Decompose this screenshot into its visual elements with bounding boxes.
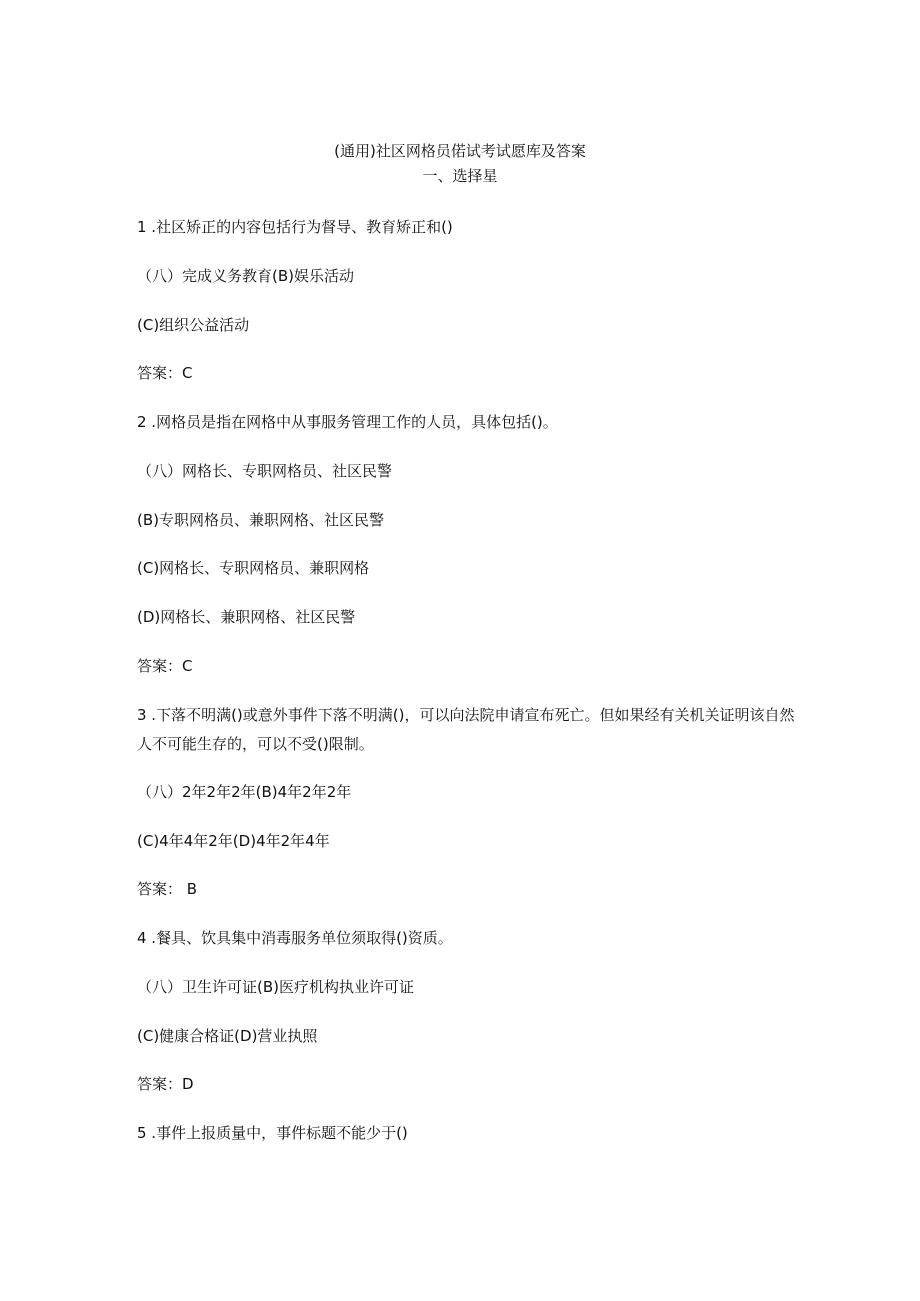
question-2-option-a: （八）网格长、专职网格员、社区民警 <box>137 462 393 480</box>
question-4-answer: 答案：D <box>137 1075 194 1093</box>
question-2-option-d: (D)网格长、兼职网格、社区民警 <box>137 608 356 626</box>
question-4-options-a-b: （八）卫生许可证(B)医疗机构执业许可证 <box>137 978 414 996</box>
question-3-text: 3 .下落不明满()或意外事件下落不明满()，可以向法院申请宣布死亡。但如果经有关机关证明该自然 <box>137 706 795 724</box>
question-3-text-continued: 人不可能生存的，可以不受()限制。 <box>137 735 374 753</box>
document-title: (通用)社区网格员偌试考试愿库及答案 <box>334 142 586 160</box>
question-2-option-c: (C)网格长、专职网格员、兼职网格 <box>137 559 370 577</box>
question-1-option-c: (C)组织公益活动 <box>137 316 250 334</box>
question-3-answer: 答案： B <box>137 880 198 898</box>
question-1-options-a-b: （八）完成义务教育(B)娱乐活动 <box>137 267 354 285</box>
question-4-text: 4 .餐具、饮具集中消毒服务单位须取得()资质。 <box>137 929 453 947</box>
question-2-answer: 答案：C <box>137 657 193 675</box>
question-2-option-b: (B)专职网格员、兼职网格、社区民警 <box>137 511 384 529</box>
question-3-options-c-d: (C)4年4年2年(D)4年2年4年 <box>137 832 330 850</box>
section-heading: 一、选择星 <box>422 167 498 185</box>
question-1-text: 1 .社区矫正的内容包括行为督导、教育矫正和() <box>137 218 453 236</box>
question-2-text: 2 .网格员是指在网格中从事服务管理工作的人员，具体包括()。 <box>137 413 558 431</box>
question-4-options-c-d: (C)健康合格证(D)营业执照 <box>137 1027 318 1045</box>
question-1-answer: 答案：C <box>137 364 193 382</box>
question-3-options-a-b: （八）2年2年2年(B)4年2年2年 <box>137 783 352 801</box>
question-5-text: 5 .事件上报质量中，事件标题不能少于() <box>137 1124 408 1142</box>
